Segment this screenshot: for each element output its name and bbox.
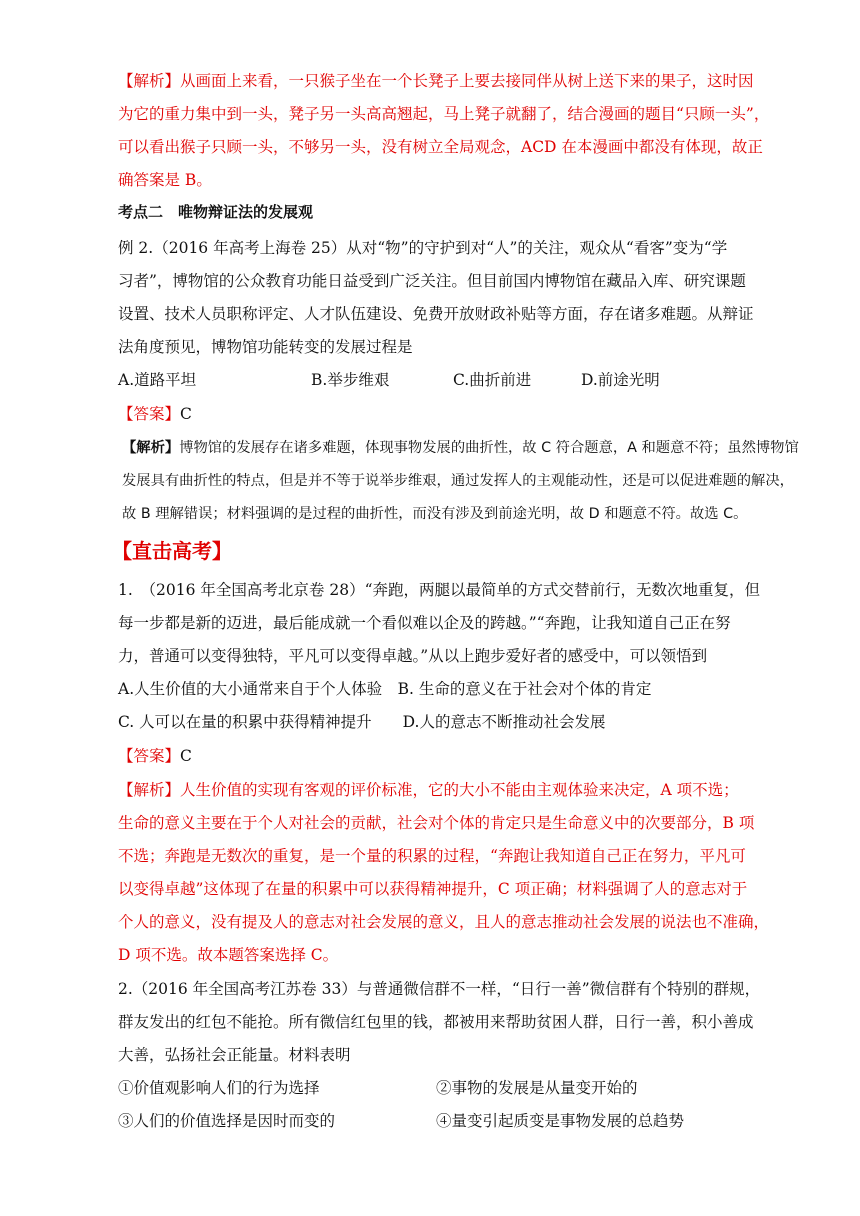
option-row-2: C. 人可以在量的积累中获得精神提升 D.人的意志不断推动社会发展 xyxy=(118,713,606,731)
analysis-line: 为它的重力集中到一头，凳子另一头高高翘起，马上凳子就翻了，结合漫画的题目“只顾一头”， xyxy=(118,105,770,123)
option-b: B.举步维艰 xyxy=(311,371,390,389)
option-2: ②事物的发展是从量变开始的 xyxy=(436,1079,638,1097)
example-2-answer xyxy=(118,398,758,431)
question-2: 2.（2016 年全国高考江苏卷 33）与普通微信群不一样，“日行一善”微信群有个特别的群规， 群友发出的红包不能抢。所有微信红包里的钱，都被用来帮助贫困人群，日行一善，积小善成 大善，弘扬社会正能量。材料表明 ①价值观影响人们的行为选择 ②事物的发展是从量变开始的 ③人们的价值选择是因时而变的 ④量变引起质变是事物发展的总趋势 xyxy=(118,973,758,1138)
option-4: ④量变引起质变是事物发展的总趋势 xyxy=(436,1112,685,1130)
analysis-line: 【解析】从画面上来看，一只猴子坐在一个长凳子上要去接同伴从树上送下来的果子，这时因 xyxy=(118,72,754,90)
analysis-tag: 【解析】 xyxy=(118,72,181,90)
question-1-answer xyxy=(118,740,758,773)
example-2-question: 例 2.（2016 年高考上海卷 25）从对“物”的守护到对“人”的关注，观众从“看客”变为“学 习者”，博物馆的公众教育功能日益受到广泛关注。但目前国内博物馆在藏品入库、研究课题 设置、技术人员职称评定、人才队伍建设、免费开放财政补贴等方面，存在诸多难题。从辩证 法角度预见，博物馆功能转变的发展过程是 A.道路平坦 B.举步维艰 C.曲折前进 D.前途光明 xyxy=(118,232,758,397)
example-2-options xyxy=(118,364,758,397)
kaodian-heading: 考点二 唯物辩证法的发展观 xyxy=(118,203,314,221)
answer-tag: 【答案】 xyxy=(118,405,181,423)
option-a: A.道路平坦 xyxy=(118,371,197,389)
section-heading: 【直击高考】 xyxy=(112,539,232,563)
option-c: C.曲折前进 xyxy=(453,371,532,389)
analysis-tag: 【解析】 xyxy=(118,781,181,799)
analysis-paragraph-1 xyxy=(118,65,770,197)
analysis-tag: 【解析】 xyxy=(122,440,180,456)
answer-value: C xyxy=(180,405,192,423)
answer-value: C xyxy=(180,747,192,765)
analysis-line: 确答案是 B。 xyxy=(118,171,212,189)
answer-tag: 【答案】 xyxy=(118,747,181,765)
option-1: ①价值观影响人们的行为选择 xyxy=(118,1079,320,1097)
question-1-analysis: 【解析】人生价值的实现有客观的评价标准，它的大小不能由主观体验来决定，A 项不选； 生命的意义主要在于个人对社会的贡献，社会对个体的肯定只是生命意义中的次要部分，B 项 不选；奔跑是无数次的重复，是一个量的积累的过程，“奔跑让我知道自己正在努力，平凡可 以变得卓越”这体现了在量的积累中可以获得精神提升，C 项正确；材料强调了人的意志对于 个人的意义，没有提及人的意志对社会发展的意义，且人的意志推动社会发展的说法也不准确， D 项不选。故本题答案选择 C。 xyxy=(118,781,770,964)
option-row-2 xyxy=(118,1105,758,1138)
option-row-1 xyxy=(118,1072,758,1105)
question-1: 1. （2016 年全国高考北京卷 28）“奔跑，两腿以最简单的方式交替前行，无数次地重复，但 每一步都是新的迈进，最后能成就一个看似难以企及的跨越。”“奔跑，让我知道自己正在努 力，普通可以变得独特，平凡可以变得卓越。”从以上跑步爱好者的感受中，可以领悟到 A.人生价值的大小通常来自于个人体验 B. 生命的意义在于社会对个体的肯定 C. 人可以在量的积累中获得精神提升 D.人的意志不断推动社会发展 xyxy=(118,574,758,739)
option-3: ③人们的价值选择是因时而变的 xyxy=(118,1112,336,1130)
analysis-line: 可以看出猴子只顾一头，不够另一头，没有树立全局观念，ACD 在本漫画中都没有体现，故正 xyxy=(118,138,763,156)
option-row-1: A.人生价值的大小通常来自于个人体验 B. 生命的意义在于社会对个体的肯定 xyxy=(118,680,652,698)
example-2-analysis: 【解析】博物馆的发展存在诸多难题，体现事物发展的曲折性，故 C 符合题意，A 和题意不符；虽然博物馆 发展具有曲折性的特点，但是并不等于说举步维艰，通过发挥人的主观能动性，还是可以促进难题的解决， 故 B 理解错误；材料强调的是过程的曲折性，而没有涉及到前途光明，故 D 和题意不符。故选 C。 xyxy=(122,440,799,522)
option-d: D.前途光明 xyxy=(581,371,660,389)
